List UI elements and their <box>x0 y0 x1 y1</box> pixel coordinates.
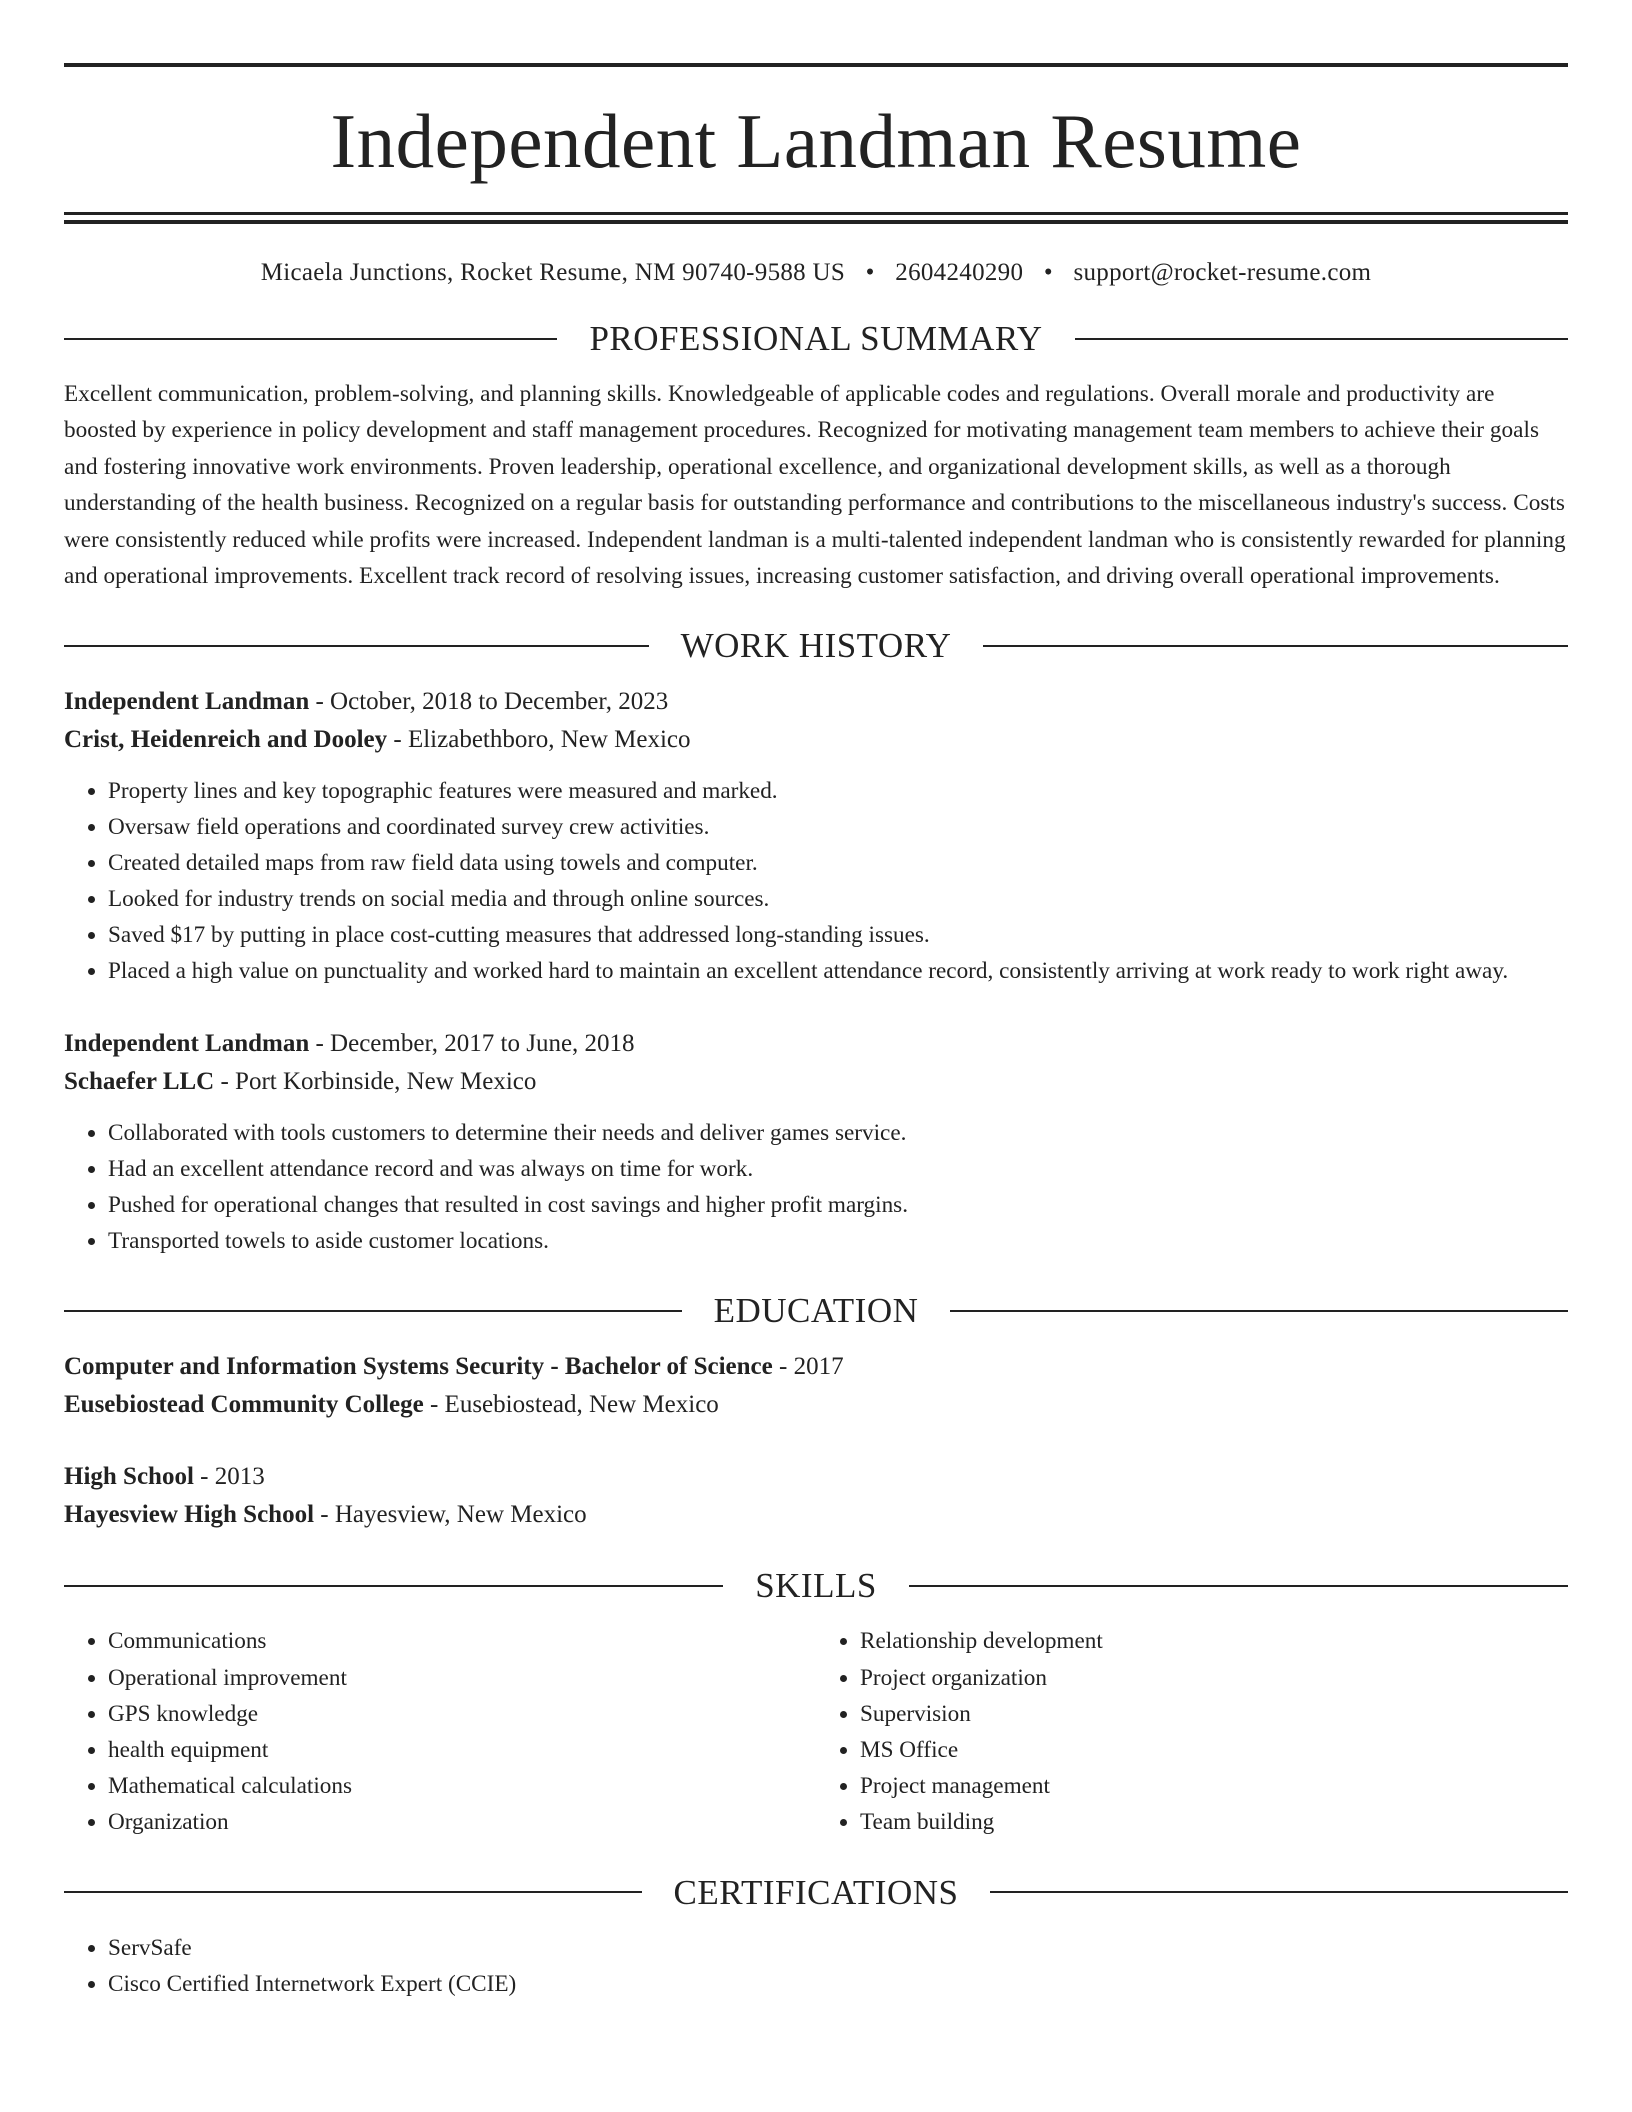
section-heading-skills <box>64 1566 1568 1606</box>
section-title: SKILLS <box>755 1566 877 1606</box>
heading-rule <box>64 1585 723 1587</box>
contact-email: support@rocket-resume.com <box>1073 259 1372 286</box>
job-dates: - October, 2018 to December, 2023 <box>309 688 669 716</box>
contact-phone: 2604240290 <box>895 259 1024 286</box>
job-duty: • Placed a high value on punctuality and worked hard to maintain an excellent attendance record, consistently arriving at work ready to work right away. <box>108 953 1568 989</box>
top-rule <box>64 63 1568 67</box>
heading-rule <box>1075 338 1568 340</box>
job-duty: • Oversaw field operations and coordinated survey crew activities. <box>108 809 1568 845</box>
contact-separator: • <box>1043 259 1053 286</box>
education-school: Eusebiostead Community College <box>64 1391 424 1419</box>
job-duty: • Saved $17 by putting in place cost-cutting measures that addressed long-standing issues. <box>108 917 1568 953</box>
section-heading-work <box>64 626 1568 666</box>
education-degree-line <box>64 1348 1568 1386</box>
section-heading-certifications <box>64 1872 1568 1912</box>
job-company: Crist, Heidenreich and Dooley <box>64 726 388 754</box>
education-degree-line <box>64 1458 1568 1496</box>
contact-address: Micaela Junctions, Rocket Resume, NM 90740-9588 US <box>260 259 846 286</box>
resume-page <box>64 0 1568 2002</box>
heading-rule <box>64 645 649 647</box>
skill-item: • Operational improvement <box>108 1660 816 1696</box>
job-duty: • Looked for industry trends on social media and through online sources. <box>108 881 1568 917</box>
work-history <box>64 683 1568 1259</box>
job-company-line <box>64 1063 1568 1101</box>
job-title-line <box>64 1025 1568 1063</box>
section-title: EDUCATION <box>713 1291 919 1331</box>
education-location: - Eusebiostead, New Mexico <box>423 1391 719 1419</box>
education-entry <box>64 1458 1568 1534</box>
heading-rule <box>64 338 557 340</box>
section-heading-education <box>64 1291 1568 1331</box>
job-duty: • Had an excellent attendance record and was always on time for work. <box>108 1151 1568 1187</box>
job-duty: • Collaborated with tools customers to determine their needs and deliver games service. <box>108 1115 1568 1151</box>
heading-rule <box>909 1585 1568 1587</box>
skills-list <box>64 1623 1568 1840</box>
heading-rule <box>64 1310 682 1312</box>
education-location: - Hayesview, New Mexico <box>314 1501 587 1529</box>
section-heading-summary <box>64 321 1568 356</box>
skills-column-left <box>64 1623 816 1840</box>
job-company-line <box>64 721 1568 759</box>
certification-item: • ServSafe <box>108 1930 1568 1966</box>
job-title: Independent Landman <box>64 688 310 716</box>
skills-column-right <box>816 1623 1568 1840</box>
education-school-line <box>64 1386 1568 1424</box>
job-duties <box>64 773 1568 989</box>
certifications-list <box>64 1930 1568 2002</box>
job-duty: • Transported towels to aside customer locations. <box>108 1223 1568 1259</box>
skill-item: • Team building <box>860 1804 1568 1840</box>
skill-item: • Relationship development <box>860 1623 1568 1659</box>
contact-separator: • <box>865 259 875 286</box>
education-school: Hayesview High School <box>64 1501 315 1529</box>
section-title: WORK HISTORY <box>680 626 952 666</box>
job-title-line <box>64 683 1568 721</box>
skill-item: • Supervision <box>860 1696 1568 1732</box>
education-entry <box>64 1348 1568 1424</box>
job-dates: - December, 2017 to June, 2018 <box>309 1030 635 1058</box>
education-list <box>64 1348 1568 1534</box>
job-company: Schaefer LLC <box>64 1068 215 1096</box>
education-degree: High School <box>64 1463 194 1491</box>
job-duty: • Property lines and key topographic features were measured and marked. <box>108 773 1568 809</box>
heading-rule <box>950 1310 1568 1312</box>
heading-rule <box>990 1891 1568 1893</box>
summary-text: Excellent communication, problem-solving, and planning skills. Knowledgeable of applicable codes and regulations. Overall morale and productivity are boosted by experience in policy development and staff management procedures. Recognized for motivating management team members to achieve their goals and fostering innovative work environments. Proven leadership, operational excellence, and organizational development skills, as well as a thorough understanding of the health business. Recognized on a regular basis for outstanding performance and contributions to the miscellaneous industry's success. Costs were consistently reduced while profits were increased. Independent landman is a multi-talented independent landman who is consistently rewarded for planning and operational improvements. Excellent track record of resolving issues, increasing customer satisfaction, and driving overall operational improvements. <box>64 381 1566 590</box>
education-school-line <box>64 1496 1568 1534</box>
contact-line <box>64 259 1568 287</box>
skill-item: • MS Office <box>860 1732 1568 1768</box>
education-year: - 2013 <box>193 1463 265 1491</box>
skill-item: • Organization <box>108 1804 816 1840</box>
education-year: - 2017 <box>772 1353 844 1381</box>
heading-rule <box>983 645 1568 647</box>
job-entry <box>64 1025 1568 1259</box>
job-duty: • Created detailed maps from raw field data using towels and computer. <box>108 845 1568 881</box>
section-title: PROFESSIONAL SUMMARY <box>589 319 1043 358</box>
job-location: - Elizabethboro, New Mexico <box>387 726 691 754</box>
title-double-rule <box>64 212 1568 224</box>
job-entry <box>64 683 1568 989</box>
heading-rule <box>64 1891 642 1893</box>
education-degree: Computer and Information Systems Security - Bachelor of Science <box>64 1353 773 1381</box>
skill-item: • Mathematical calculations <box>108 1768 816 1804</box>
skill-item: • GPS knowledge <box>108 1696 816 1732</box>
skill-item: • Project organization <box>860 1660 1568 1696</box>
resume-title: Independent Landman Resume <box>330 98 1302 184</box>
skill-item: • health equipment <box>108 1732 816 1768</box>
skill-item: • Communications <box>108 1623 816 1659</box>
skill-item: • Project management <box>860 1768 1568 1804</box>
job-duties <box>64 1115 1568 1259</box>
job-title: Independent Landman <box>64 1030 310 1058</box>
section-title: CERTIFICATIONS <box>673 1872 959 1912</box>
job-location: - Port Korbinside, New Mexico <box>214 1068 537 1096</box>
job-duty: • Pushed for operational changes that resulted in cost savings and higher profit margins. <box>108 1187 1568 1223</box>
certification-item: • Cisco Certified Internetwork Expert (CCIE) <box>108 1966 1568 2002</box>
